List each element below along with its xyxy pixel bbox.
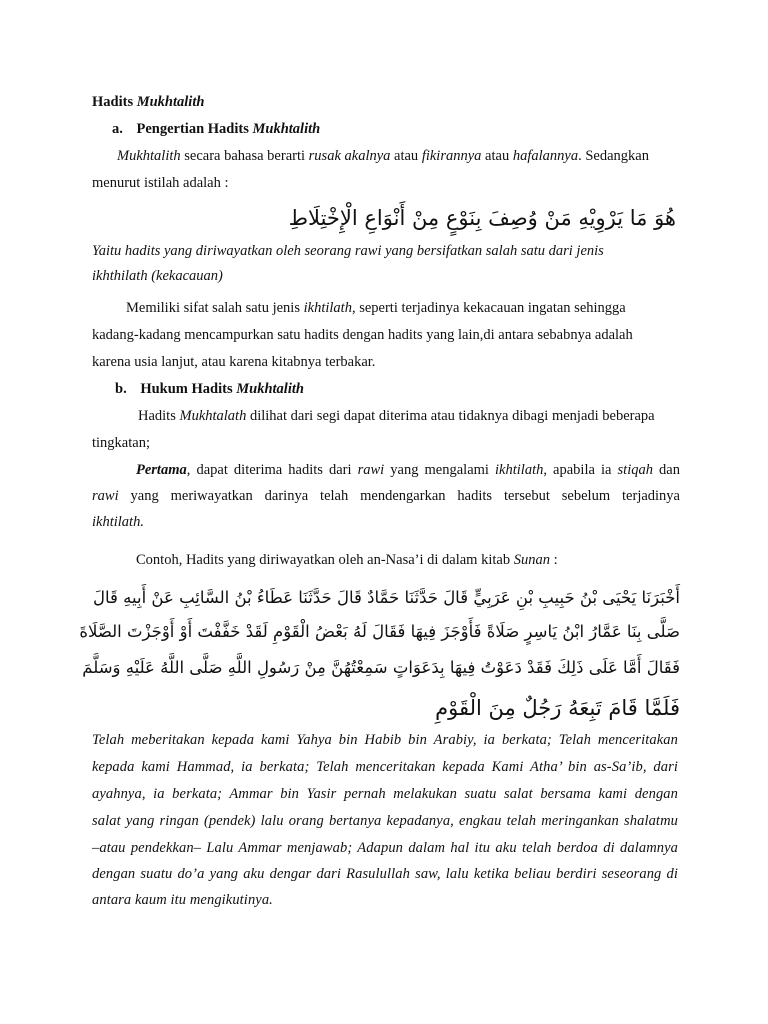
heading-term: Mukhtalith — [136, 94, 205, 110]
text-run: yang meriwayatkan darinya telah mendengarkan hadits tersebut sebelum terjadinya — [118, 488, 680, 504]
hadith-translation-line-3: ayahnya, ia berkata; Ammar bin Yasir pernah melakukan suatu salat bersama kami dengan — [92, 786, 678, 802]
text-run: . Sedangkan — [578, 148, 649, 164]
arabic-hadith-line-4: فَلَمَّا قَامَ تَبِعَهُ رَجُلٌ مِنَ الْقَوْمِ — [435, 696, 680, 720]
text-run: Mukhtalath — [179, 408, 247, 424]
paragraph-3-line-2: tingkatan; — [92, 435, 150, 451]
paragraph-4-line-2 — [92, 488, 680, 505]
text-run: rawi — [92, 488, 119, 504]
text-run: atau — [481, 148, 513, 164]
text-run: atau — [390, 148, 422, 164]
heading-prefix: Hadits — [92, 94, 134, 110]
arabic-hadith-line-2: صَلَّى بِنَا عَمَّارُ ابْنُ يَاسِرٍ صَلَاةً فَأَوْجَزَ فِيهَا فَقَالَ لَهُ بَعْضُ الْقَوْمِ لَقَدْ خَفَّفْتَ أَوْ أَوْجَزْتَ الصَّلَاةَ — [79, 622, 680, 641]
text-run: , apabila ia — [543, 462, 618, 478]
text-run: Hadits — [138, 408, 180, 424]
text-run: hafalannya — [512, 148, 579, 164]
text-run: Sunan — [513, 552, 550, 568]
text-run: ikhtilath — [495, 462, 544, 478]
paragraph-2-line-2: kadang-kadang mencampurkan satu hadits dengan hadits yang lain,di antara sebabnya adalah — [92, 327, 633, 343]
arabic-definition: هُوَ مَا يَرْوِيْهِ مَنْ وُصِفَ بِنَوْعٍ مِنْ أَنْوَاعِ الْإِخْتِلَاطِ — [288, 206, 676, 230]
text-run: : — [549, 552, 558, 568]
text-run: dan — [652, 462, 680, 478]
text-run: rawi — [357, 462, 385, 478]
section-a-marker: a. — [112, 121, 123, 137]
paragraph-4-line-1 — [136, 462, 680, 479]
document-heading — [92, 94, 204, 111]
text-run: dilihat dari segi dapat diterima atau tidaknya dibagi menjadi beberapa — [246, 408, 655, 424]
paragraph-4-line-3: ikhtilath. — [92, 514, 144, 530]
hadith-translation-line-7: antara kaum itu mengikutinya. — [92, 892, 273, 908]
definition-translation-line-2: ikhthilath (kekacauan) — [92, 268, 223, 284]
section-a-term: Mukhtalith — [252, 121, 321, 137]
section-a-title: Pengertian Hadits — [136, 121, 249, 137]
text-run: Contoh, Hadits yang diriwayatkan oleh an-Nasa’i di dalam kitab — [136, 552, 514, 568]
text-run: , dapat diterima hadits dari — [186, 462, 358, 478]
text-run: secara bahasa berarti — [180, 148, 309, 164]
definition-translation-line-1: Yaitu hadits yang diriwayatkan oleh seorang rawi yang bersifatkan salah satu dari jenis — [92, 243, 604, 259]
arabic-hadith-line-3: فَقَالَ أَمَّا عَلَى ذَلِكَ فَقَدْ دَعَوْتُ فِيهَا بِدَعَوَاتٍ سَمِعْتُهُنَّ مِنْ رَسُولِ اللَّهِ صَلَّى اللَّهُ عَلَيْهِ وَسَلَّمَ — [82, 658, 680, 677]
paragraph-2-line-1 — [126, 300, 626, 317]
hadith-translation-line-4: salat yang ringan (pendek) lalu orang bertanya kepadanya, engkau telah meringankan shalatmu — [92, 813, 678, 829]
arabic-hadith-line-1: أَخْبَرَنَا يَحْيَى بْنُ حَبِيبِ بْنِ عَرَبِيٍّ قَالَ حَدَّثَنَا حَمَّادٌ قَالَ حَدَّثَنَا عَطَاءُ بْنُ السَّائِبِ عَنْ أَبِيهِ قَالَ — [93, 588, 680, 607]
section-b-term: Mukhtalith — [236, 381, 304, 397]
paragraph-5 — [136, 552, 558, 569]
text-run: Memiliki sifat salah satu jenis — [126, 300, 304, 316]
text-run: rusak akalnya — [308, 148, 391, 164]
section-b-title: Hukum Hadits — [140, 381, 233, 397]
paragraph-2-line-3: karena usia lanjut, atau karena kitabnya terbakar. — [92, 354, 376, 370]
hadith-translation-line-6: dengan suatu do’a yang aku dengar dari Rasulullah saw, lalu ketika beliau berdiri seseorang di — [92, 866, 678, 882]
text-run: ikhtilath — [303, 300, 352, 316]
text-run: stiqah — [617, 462, 653, 478]
text-run: fikirannya — [421, 148, 482, 164]
paragraph-1-line-2: menurut istilah adalah : — [92, 175, 229, 191]
section-b-marker: b. — [115, 381, 127, 397]
text-run: , seperti terjadinya kekacauan ingatan sehingga — [351, 300, 626, 316]
paragraph-1-line-1 — [117, 148, 649, 165]
hadith-translation-line-2: kepada kami Hammad, ia berkata; Telah menceritakan kepada Kami Atha’ bin as-Sa’ib, dari — [92, 759, 678, 775]
text-run: Mukhtalith — [117, 148, 181, 164]
hadith-translation-line-1: Telah meberitakan kepada kami Yahya bin Habib bin Arabiy, ia berkata; Telah menceritakan — [92, 732, 678, 748]
text-run: yang mengalami — [384, 462, 496, 478]
section-b-heading — [115, 381, 304, 398]
text-run: Pertama — [136, 462, 187, 478]
section-a-heading — [112, 121, 320, 138]
paragraph-3-line-1 — [138, 408, 655, 425]
hadith-translation-line-5: –atau pendekkan– Lalu Ammar menjawab; Adapun dalam hal itu aku telah berdoa di dalamnya — [92, 840, 678, 856]
